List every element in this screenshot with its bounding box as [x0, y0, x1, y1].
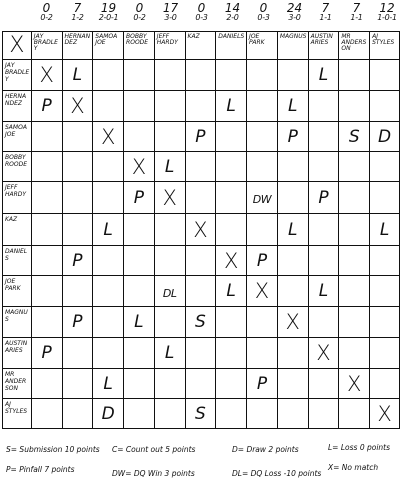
- result-cell: [154, 338, 185, 369]
- result-cell: [185, 214, 216, 246]
- win-loss-record: 1-1: [350, 13, 363, 22]
- result-mark: L: [226, 281, 236, 301]
- result-cell: [370, 399, 400, 429]
- result-cell: [308, 399, 339, 429]
- result-cell: [308, 246, 339, 276]
- result-cell: [31, 307, 62, 338]
- result-mark: P: [72, 250, 83, 271]
- result-cell: [370, 369, 400, 399]
- points-total: 7: [73, 1, 82, 15]
- result-cell: [62, 338, 93, 369]
- result-cell: [124, 338, 155, 369]
- result-cell: [31, 91, 62, 122]
- result-mark: P: [318, 187, 329, 208]
- result-cell: [277, 182, 308, 214]
- result-cell: [124, 276, 155, 307]
- column-score-header: [186, 3, 217, 23]
- result-cell: [216, 369, 247, 399]
- result-cell: [277, 307, 308, 338]
- result-mark: DW: [252, 193, 272, 206]
- result-cell: [31, 338, 62, 369]
- result-cell: [93, 152, 124, 182]
- result-cell: [277, 60, 308, 91]
- result-cell: [93, 369, 124, 399]
- result-cell: [93, 276, 124, 307]
- result-cell: [247, 276, 278, 307]
- result-cell: [247, 214, 278, 246]
- result-cell: [31, 369, 62, 399]
- result-cell: [339, 60, 370, 91]
- points-total: 14: [224, 1, 241, 15]
- result-cell: [370, 246, 400, 276]
- table-row: [3, 122, 400, 152]
- result-cell: [247, 91, 278, 122]
- column-score-header: [279, 3, 310, 23]
- result-cell: [154, 399, 185, 429]
- row-wrestler-name: DANIELS: [3, 246, 32, 276]
- result-mark: L: [287, 96, 298, 116]
- legend-draw: D= Draw 2 points: [232, 445, 299, 454]
- row-wrestler-name: JEFF HARDY: [3, 182, 32, 214]
- legend-countout: C= Count out 5 points: [112, 445, 196, 454]
- points-total: 17: [162, 1, 179, 15]
- result-cell: [31, 122, 62, 152]
- result-cell: [308, 91, 339, 122]
- result-cell: [339, 276, 370, 307]
- result-cell: [62, 307, 93, 338]
- result-cell: [370, 182, 400, 214]
- result-cell: [31, 246, 62, 276]
- result-cell: [370, 214, 400, 246]
- result-cell: [62, 122, 93, 152]
- legend-pinfall: P= Pinfall 7 points: [6, 465, 75, 474]
- result-mark: L: [103, 373, 113, 394]
- result-cell: [154, 369, 185, 399]
- result-cell: [154, 246, 185, 276]
- result-cell: [216, 122, 247, 152]
- legend-dq-loss: DL= DQ Loss -10 points: [232, 469, 322, 478]
- result-cell: [277, 369, 308, 399]
- result-cell: [62, 276, 93, 307]
- table-row: [3, 91, 400, 122]
- result-cell: [62, 182, 93, 214]
- win-loss-record: 2-0: [226, 13, 239, 22]
- result-cell: [154, 276, 185, 307]
- result-cell: [247, 182, 278, 214]
- win-loss-record: 1-2: [71, 13, 84, 22]
- result-cell: [93, 122, 124, 152]
- result-cell: [31, 152, 62, 182]
- result-mark: L: [164, 156, 175, 177]
- result-mark: L: [226, 96, 236, 116]
- column-wrestler-name: DANIELS: [216, 32, 247, 60]
- corner-cell: X: [3, 32, 32, 60]
- result-cell: [124, 122, 155, 152]
- win-loss-record: 1-0-1: [377, 13, 397, 22]
- result-mark: L: [164, 343, 175, 363]
- column-wrestler-name: HERNANDEZ: [62, 32, 93, 60]
- table-row: [3, 276, 400, 307]
- win-loss-record: 3-0: [288, 13, 301, 22]
- result-mark: L: [318, 65, 329, 85]
- result-mark: S: [348, 126, 360, 147]
- result-cell: [185, 122, 216, 152]
- table-row: [3, 152, 400, 182]
- row-wrestler-name: KAZ: [3, 214, 32, 246]
- result-cell: [185, 369, 216, 399]
- result-cell: [62, 60, 93, 91]
- result-cell: [93, 91, 124, 122]
- result-cell: [308, 182, 339, 214]
- win-loss-record: 2-0-1: [98, 13, 119, 22]
- result-mark: P: [256, 373, 268, 394]
- result-cell: [31, 399, 62, 429]
- result-cell: [124, 214, 155, 246]
- result-cell: [124, 152, 155, 182]
- row-wrestler-name: SAMOA JOE: [3, 122, 32, 152]
- standings-grid: [2, 31, 400, 429]
- column-wrestler-name: JEFF HARDY: [154, 32, 185, 60]
- result-cell: [185, 338, 216, 369]
- column-wrestler-name: AUSTIN ARIES: [308, 32, 339, 60]
- row-wrestler-name: MAGNUS: [3, 307, 32, 338]
- result-cell: [124, 91, 155, 122]
- no-match-mark: X: [131, 154, 147, 179]
- no-match-mark: X: [223, 248, 239, 273]
- result-mark: P: [256, 250, 268, 271]
- result-cell: [247, 122, 278, 152]
- result-cell: [370, 60, 400, 91]
- result-cell: [339, 214, 370, 246]
- result-mark: P: [287, 126, 298, 147]
- result-mark: P: [195, 126, 206, 147]
- result-cell: [154, 60, 185, 91]
- table-row: [3, 182, 400, 214]
- result-cell: [62, 399, 93, 429]
- table-row: [3, 369, 400, 399]
- row-wrestler-name: MR ANDERSON: [3, 369, 32, 399]
- points-total: 7: [321, 1, 330, 15]
- result-cell: [93, 182, 124, 214]
- result-cell: [124, 399, 155, 429]
- result-cell: [277, 214, 308, 246]
- row-wrestler-name: AUSTIN ARIES: [3, 338, 32, 369]
- column-wrestler-name: MAGNUS: [277, 32, 308, 60]
- no-match-mark: X: [162, 185, 177, 210]
- result-cell: [308, 152, 339, 182]
- result-cell: [247, 307, 278, 338]
- result-cell: [62, 91, 93, 122]
- result-cell: [154, 152, 185, 182]
- result-cell: [185, 182, 216, 214]
- column-wrestler-name: KAZ: [185, 32, 216, 60]
- result-cell: [339, 122, 370, 152]
- result-cell: [216, 246, 247, 276]
- result-cell: [124, 307, 155, 338]
- win-loss-record: 0-2: [133, 13, 146, 22]
- result-cell: [247, 246, 278, 276]
- result-mark: D: [378, 126, 392, 147]
- result-cell: [185, 399, 216, 429]
- points-total: 24: [286, 1, 303, 15]
- column-score-header: [248, 3, 279, 23]
- result-cell: [93, 246, 124, 276]
- result-cell: [339, 91, 370, 122]
- column-wrestler-name: JAY BRADLEY: [31, 32, 62, 60]
- no-match-mark: X: [193, 217, 208, 242]
- column-score-header: [62, 3, 93, 23]
- result-cell: [370, 276, 400, 307]
- result-cell: [62, 214, 93, 246]
- result-cell: [124, 246, 155, 276]
- result-cell: [31, 182, 62, 214]
- result-cell: [93, 399, 124, 429]
- result-cell: [62, 152, 93, 182]
- win-loss-record: 0-3: [195, 13, 208, 22]
- no-match-mark: X: [347, 371, 362, 396]
- result-mark: L: [134, 312, 144, 332]
- points-total: 0: [259, 1, 268, 15]
- result-cell: [277, 276, 308, 307]
- column-score-header: [217, 3, 248, 23]
- result-cell: [277, 152, 308, 182]
- points-total: 0: [42, 1, 51, 15]
- legend-no-match: X= No match: [328, 463, 379, 472]
- result-cell: [185, 276, 216, 307]
- points-total: 12: [379, 1, 395, 15]
- result-cell: [185, 307, 216, 338]
- result-cell: [370, 338, 400, 369]
- result-cell: [247, 60, 278, 91]
- win-loss-record: 0-3: [257, 13, 270, 22]
- result-cell: [308, 214, 339, 246]
- scoring-legend: [0, 443, 400, 491]
- result-cell: [124, 182, 155, 214]
- result-cell: [216, 91, 247, 122]
- result-cell: [154, 307, 185, 338]
- result-cell: [216, 276, 247, 307]
- result-cell: [370, 122, 400, 152]
- result-cell: [339, 307, 370, 338]
- result-mark: P: [133, 187, 145, 208]
- result-cell: [216, 338, 247, 369]
- result-cell: [277, 338, 308, 369]
- table-row: [3, 307, 400, 338]
- result-cell: [308, 276, 339, 307]
- points-total: 19: [100, 1, 117, 15]
- result-cell: [370, 91, 400, 122]
- legend-loss: L= Loss 0 points: [328, 443, 391, 452]
- result-cell: [247, 399, 278, 429]
- result-cell: [31, 214, 62, 246]
- table-row: [3, 399, 400, 429]
- result-mark: D: [101, 403, 115, 424]
- no-match-mark: X: [377, 401, 392, 426]
- result-cell: [308, 122, 339, 152]
- result-cell: [216, 182, 247, 214]
- column-wrestler-name: BOBBY ROODE: [124, 32, 155, 60]
- result-cell: [277, 122, 308, 152]
- column-score-header: [310, 3, 341, 23]
- result-cell: [185, 91, 216, 122]
- table-row: [3, 60, 400, 91]
- win-loss-record: 0-2: [40, 13, 53, 22]
- row-wrestler-name: BOBBY ROODE: [3, 152, 32, 182]
- row-wrestler-name: JAY BRADLEY: [3, 60, 32, 91]
- no-match-mark: X: [70, 94, 85, 118]
- points-total: 7: [352, 1, 361, 15]
- result-mark: P: [41, 96, 52, 116]
- result-mark: S: [195, 403, 206, 424]
- column-score-header: [155, 3, 186, 23]
- result-cell: [277, 399, 308, 429]
- result-cell: [216, 214, 247, 246]
- result-cell: [93, 60, 124, 91]
- result-cell: [62, 246, 93, 276]
- result-cell: [247, 152, 278, 182]
- result-mark: L: [72, 65, 83, 85]
- table-row: [3, 246, 400, 276]
- result-cell: [247, 338, 278, 369]
- result-cell: [277, 91, 308, 122]
- points-total: 0: [197, 1, 206, 15]
- column-score-header: [124, 3, 155, 23]
- column-wrestler-name: MR ANDERSON: [339, 32, 370, 60]
- table-row: [3, 338, 400, 369]
- column-name-row: [3, 32, 400, 60]
- legend-submission: S= Submission 10 points: [6, 445, 100, 454]
- result-cell: [93, 307, 124, 338]
- no-match-mark: X: [254, 279, 270, 303]
- result-cell: [339, 152, 370, 182]
- win-loss-record: 1-1: [319, 13, 332, 22]
- column-score-header: [372, 3, 400, 23]
- result-cell: [308, 60, 339, 91]
- result-cell: [216, 399, 247, 429]
- result-cell: [154, 91, 185, 122]
- result-cell: [154, 214, 185, 246]
- result-cell: [185, 152, 216, 182]
- result-mark: L: [287, 219, 298, 240]
- result-cell: [93, 214, 124, 246]
- column-wrestler-name: AJ STYLES: [370, 32, 400, 60]
- result-cell: [370, 307, 400, 338]
- no-match-mark: X: [39, 63, 54, 87]
- result-cell: [216, 307, 247, 338]
- column-wrestler-name: SAMOA JOE: [93, 32, 124, 60]
- result-cell: [124, 60, 155, 91]
- table-row: [3, 214, 400, 246]
- result-cell: [339, 182, 370, 214]
- result-cell: [124, 369, 155, 399]
- result-cell: [154, 182, 185, 214]
- result-cell: [277, 246, 308, 276]
- result-mark: S: [195, 312, 206, 332]
- result-cell: [216, 152, 247, 182]
- result-cell: [31, 276, 62, 307]
- result-cell: [216, 60, 247, 91]
- no-match-mark: X: [316, 341, 331, 365]
- result-mark: L: [318, 281, 329, 301]
- result-cell: [31, 60, 62, 91]
- column-score-header: [341, 3, 372, 23]
- row-wrestler-name: JOE PARK: [3, 276, 32, 307]
- result-mark: P: [72, 312, 83, 332]
- result-cell: [185, 246, 216, 276]
- no-match-mark: X: [285, 310, 300, 334]
- result-mark: L: [103, 219, 113, 240]
- result-cell: [308, 369, 339, 399]
- result-mark: L: [379, 219, 390, 240]
- no-match-mark: X: [100, 124, 116, 149]
- result-cell: [339, 399, 370, 429]
- result-mark: P: [41, 343, 52, 363]
- legend-dq-win: DW= DQ Win 3 points: [112, 469, 195, 478]
- points-total: 0: [135, 1, 144, 15]
- result-cell: [308, 307, 339, 338]
- column-score-header: [31, 3, 62, 23]
- result-cell: [93, 338, 124, 369]
- column-score-header: [93, 3, 124, 23]
- result-cell: [247, 369, 278, 399]
- result-mark: DL: [162, 286, 177, 300]
- result-cell: [154, 122, 185, 152]
- column-wrestler-name: JOE PARK: [247, 32, 278, 60]
- result-cell: [339, 246, 370, 276]
- result-cell: [308, 338, 339, 369]
- row-wrestler-name: AJ STYLES: [3, 399, 32, 429]
- win-loss-record: 3-0: [164, 13, 177, 22]
- result-cell: [185, 60, 216, 91]
- result-cell: [370, 152, 400, 182]
- result-cell: [339, 338, 370, 369]
- row-wrestler-name: HERNANDEZ: [3, 91, 32, 122]
- result-cell: [339, 369, 370, 399]
- result-cell: [62, 369, 93, 399]
